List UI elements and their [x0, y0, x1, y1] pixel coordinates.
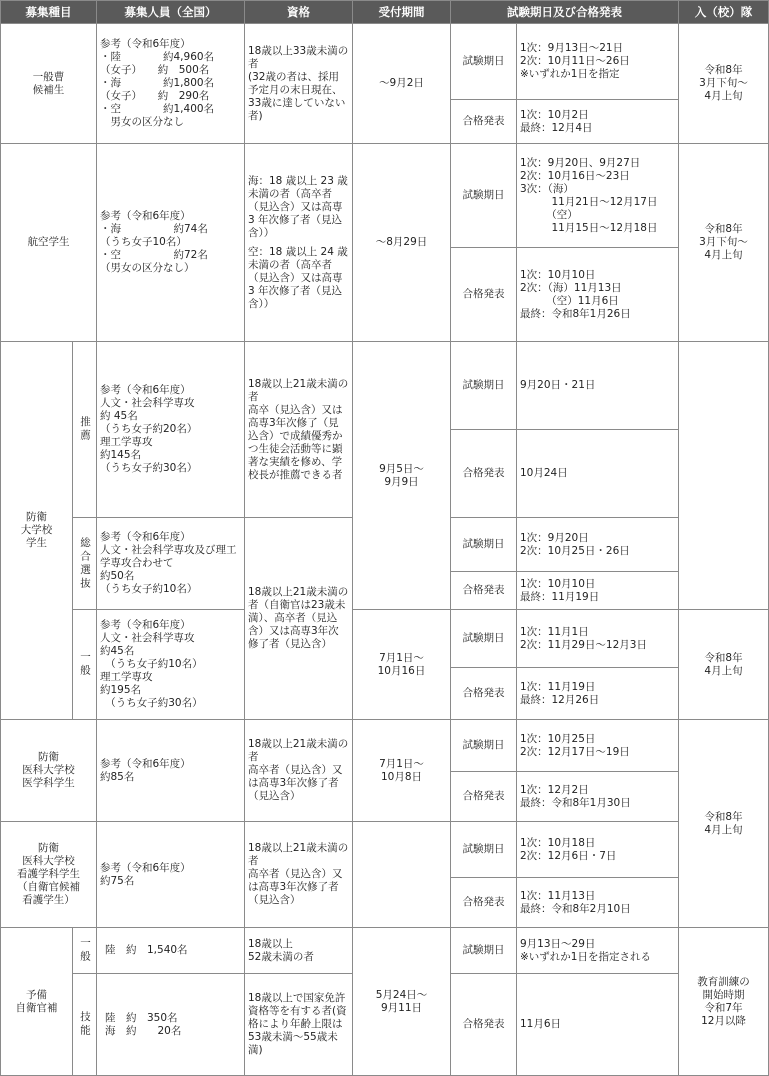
- pass-dates-bodai-ippan: 1次：11月19日 最終：12月26日: [517, 668, 679, 720]
- header-row: [1, 1, 769, 24]
- exam-label: 試験期日: [451, 518, 517, 572]
- entry-bodai-blank: [679, 342, 769, 610]
- recruit-kango: 参考（令和6年度） 約75名: [97, 822, 245, 928]
- category-idai: 防衛 医科大学校 医学科学生: [1, 720, 97, 822]
- sub-category-sogo: 総合選抜: [73, 518, 97, 610]
- table-row: [1, 822, 769, 878]
- exam-dates-bodai-suisen: 9月20日・21日: [517, 342, 679, 430]
- sub-category-bodai-ippan: 一般: [73, 610, 97, 720]
- pass-label: 合格発表: [451, 430, 517, 518]
- exam-label: 試験期日: [451, 342, 517, 430]
- period-koku: ～8月29日: [353, 144, 451, 342]
- qualification-koku: [245, 144, 353, 342]
- recruit-bodai-suisen: 参考（令和6年度） 人文・社会科学専攻 約 45名 （うち女子約20名） 理工学専攻 約145名 （うち女子約30名）: [97, 342, 245, 518]
- pass-label: 合格発表: [451, 100, 517, 144]
- entry-koku: 令和8年 3月下旬～ 4月上旬: [679, 144, 769, 342]
- entry-yobi: 教育訓練の 開始時期 令和7年 12月以降: [679, 928, 769, 1076]
- pass-label: 合格発表: [451, 974, 517, 1076]
- exam-label: 試験期日: [451, 720, 517, 772]
- recruit-yobi-gino: 陸 約 350名 海 約 20名: [97, 974, 245, 1076]
- header-recruit: 募集人員（全国）: [97, 1, 245, 24]
- pass-label: 合格発表: [451, 572, 517, 610]
- recruit-bodai-ippan: 参考（令和6年度） 人文・社会科学専攻 約45名 （うち女子約10名） 理工学専攻 約195名 （うち女子約30名）: [97, 610, 245, 720]
- period-bodai-a: 9月5日～ 9月9日: [353, 342, 451, 610]
- table-row: [1, 610, 769, 668]
- pass-label: 合格発表: [451, 668, 517, 720]
- pass-label: 合格発表: [451, 248, 517, 342]
- exam-label: 試験期日: [451, 144, 517, 248]
- exam-dates-bodai-ippan: 1次：11月1日 2次：11月29日～12月3日: [517, 610, 679, 668]
- period-kango-blank: [353, 822, 451, 928]
- category-yobi: 予備 自衛官補: [1, 928, 73, 1076]
- category-ippan-socho: 一般曹 候補生: [1, 24, 97, 144]
- entry-ippan-socho: 令和8年 3月下旬～ 4月上旬: [679, 24, 769, 144]
- qualification-bodai-b: 18歳以上21歳未満の者（自衛官は23歳未満）、高卒者（見込含）又は高専3年次修了者（見込含）: [245, 518, 353, 720]
- pass-dates-kango: 1次：11月13日 最終：令和8年2月10日: [517, 878, 679, 928]
- period-idai: 7月1日～ 10月8日: [353, 720, 451, 822]
- period-ippan-socho: ～9月2日: [353, 24, 451, 144]
- qualification-idai: 18歳以上21歳未満の者 高卒者（見込含）又は高専3年次修了者（見込含）: [245, 720, 353, 822]
- sub-category-yobi-gino: 技能: [73, 974, 97, 1076]
- exam-dates-idai: 1次：10月25日 2次：12月17日～19日: [517, 720, 679, 772]
- category-bodai: 防衛 大学校 学生: [1, 342, 73, 720]
- period-yobi: 5月24日～ 9月11日: [353, 928, 451, 1076]
- qualification-koku-sea: 海：18 歳以上 23 歳未満の者（高卒者（見込含）又は高専 3 年次修了者（見込含））: [248, 174, 348, 239]
- recruit-bodai-sogo: 参考（令和6年度） 人文・社会科学専攻及び理工学専攻合わせて 約50名 （うち女子約10名）: [97, 518, 245, 610]
- table-row: [1, 928, 769, 974]
- qualification-yobi-ippan: 18歳以上 52歳未満の者: [245, 928, 353, 974]
- table-row: [1, 144, 769, 248]
- sub-category-suisen: 推薦: [73, 342, 97, 518]
- pass-dates-bodai-sogo: 1次：10月10日 最終：11月19日: [517, 572, 679, 610]
- exam-dates-yobi: 9月13日～29日 ※いずれか1日を指定される: [517, 928, 679, 974]
- header-entry: 入（校）隊: [679, 1, 769, 24]
- exam-label: 試験期日: [451, 928, 517, 974]
- category-koku: 航空学生: [1, 144, 97, 342]
- pass-label: 合格発表: [451, 878, 517, 928]
- qualification-ippan-socho: 18歳以上33歳未満の者 (32歳の者は、採用予定月の末日現在、33歳に達していない者): [245, 24, 353, 144]
- table-row: [1, 342, 769, 430]
- table-row: [1, 720, 769, 772]
- pass-dates-idai: 1次：12月2日 最終：令和8年1月30日: [517, 772, 679, 822]
- category-kango: 防衛 医科大学校 看護学科学生 （自衛官候補 看護学生）: [1, 822, 97, 928]
- header-qualification: 資格: [245, 1, 353, 24]
- qualification-bodai-suisen: 18歳以上21歳未満の者 高卒（見込含）又は高専3年次修了（見込含）で成績優秀かつ生徒会活動等に顕著な実績を修め、学校長が推薦できる者: [245, 342, 353, 518]
- pass-dates-koku: 1次：10月10日 2次：（海）11月13日 （空）11月6日 最終：令和8年1月26日: [517, 248, 679, 342]
- pass-dates-bodai-suisen: 10月24日: [517, 430, 679, 518]
- entry-bodai-ippan: 令和8年 4月上旬: [679, 610, 769, 720]
- sub-category-yobi-ippan: 一般: [73, 928, 97, 974]
- header-category: 募集種目: [1, 1, 97, 24]
- header-period: 受付期間: [353, 1, 451, 24]
- table-row: [1, 24, 769, 100]
- entry-idai: 令和8年 4月上旬: [679, 720, 769, 928]
- exam-label: 試験期日: [451, 610, 517, 668]
- recruit-idai: 参考（令和6年度） 約85名: [97, 720, 245, 822]
- exam-dates-koku: 1次：9月20日、9月27日 2次：10月16日～23日 3次：（海） 11月21日～12月17日 （空） 11月15日～12月18日: [517, 144, 679, 248]
- qualification-yobi-gino: 18歳以上で国家免許資格等を有する者(資格により年齢上限は53歳未満～55歳未満): [245, 974, 353, 1076]
- exam-dates-bodai-sogo: 1次：9月20日 2次：10月25日・26日: [517, 518, 679, 572]
- header-exam-result: 試験期日及び合格発表: [451, 1, 679, 24]
- exam-label: 試験期日: [451, 822, 517, 878]
- qualification-kango: 18歳以上21歳未満の者 高卒者（見込含）又は高専3年次修了者（見込含）: [245, 822, 353, 928]
- pass-dates-ippan-socho: 1次：10月2日 最終：12月4日: [517, 100, 679, 144]
- recruit-ippan-socho: 参考（令和6年度） ・陸 約4,960名 （女子） 約 500名 ・海 約1,800名 （女子） 約 290名 ・空 約1,400名 男女の区分なし: [97, 24, 245, 144]
- exam-label: 試験期日: [451, 24, 517, 100]
- period-bodai-ippan: 7月1日～ 10月16日: [353, 610, 451, 720]
- exam-dates-kango: 1次：10月18日 2次：12月6日・7日: [517, 822, 679, 878]
- recruit-yobi-ippan: 陸 約 1,540名: [97, 928, 245, 974]
- pass-dates-yobi: 11月6日: [517, 974, 679, 1076]
- exam-dates-ippan-socho: 1次：9月13日～21日 2次：10月11日～26日 ※いずれか1日を指定: [517, 24, 679, 100]
- qualification-koku-air: 空：18 歳以上 24 歳未満の者（高卒者（見込含）又は高専 3 年次修了者（見込含））: [248, 245, 348, 310]
- recruit-koku: 参考（令和6年度） ・海 約74名 （うち女子10名） ・空 約72名 （男女の区分なし）: [97, 144, 245, 342]
- pass-label: 合格発表: [451, 772, 517, 822]
